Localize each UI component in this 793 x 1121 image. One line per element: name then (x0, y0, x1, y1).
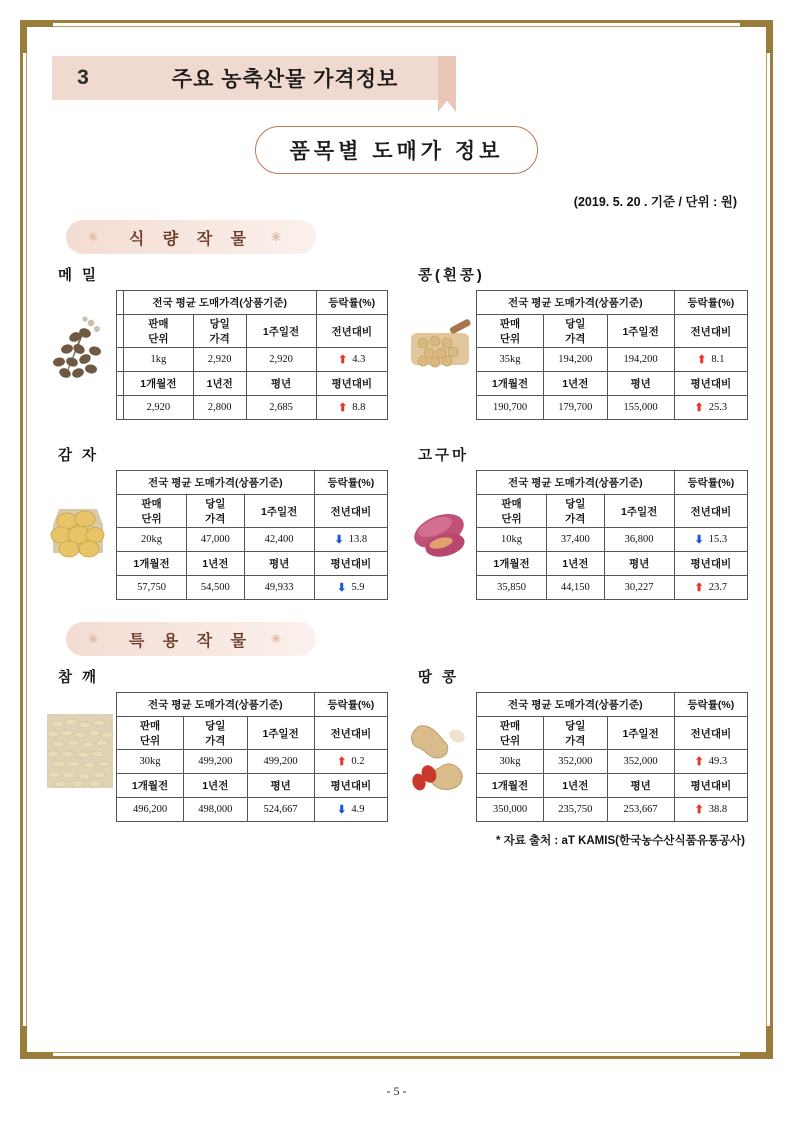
cell-unit: 30kg (117, 750, 184, 774)
arrow-down-icon: ⬇ (337, 582, 347, 594)
col-today: 당일 가격 (184, 717, 248, 750)
col-today: 당일 가격 (547, 495, 605, 528)
cell-year: 2,800 (193, 396, 246, 420)
sweet-potato-icon (404, 470, 476, 588)
col-month: 1개월전 (477, 372, 544, 396)
col-today: 당일 가격 (193, 315, 246, 348)
table-header-wholesale: 전국 평균 도매가격(상품기준) (123, 291, 316, 315)
arrow-up-icon: ⬆ (338, 402, 348, 414)
arrow-up-icon: ⬆ (694, 402, 704, 414)
cell-month: 35,850 (477, 576, 547, 600)
cell-normal: 2,685 (246, 396, 316, 420)
col-yoy: 전년대비 (314, 495, 387, 528)
col-month: 1개월전 (117, 774, 184, 798)
cell-yoy-rate: ⬆ 0.2 (314, 750, 387, 774)
arrow-up-icon: ⬆ (694, 756, 704, 768)
cell-today: 2,920 (193, 348, 246, 372)
table-header-wholesale: 전국 평균 도매가격(상품기준) (477, 471, 675, 495)
cell-normal: 30,227 (604, 576, 674, 600)
col-normal-cmp: 평년대비 (316, 372, 387, 396)
group-label: 특 용 작 물 (128, 632, 254, 650)
col-unit: 판매 단위 (117, 495, 187, 528)
col-year: 1년전 (547, 552, 605, 576)
cell-lastweek: 42,400 (244, 528, 314, 552)
item-row-1 (44, 264, 749, 420)
cell-year: 498,000 (184, 798, 248, 822)
potato-icon (44, 470, 116, 588)
cell-yoy-rate: ⬆ 4.3 (316, 348, 387, 372)
col-yoy: 전년대비 (316, 315, 387, 348)
item-peanut (404, 666, 749, 822)
price-table (476, 692, 748, 822)
col-yoy: 전년대비 (314, 717, 387, 750)
item-name: 땅 콩 (418, 670, 460, 686)
price-table (116, 470, 388, 600)
arrow-down-icon: ⬇ (337, 804, 347, 816)
table-header-wholesale: 전국 평균 도매가격(상품기준) (117, 693, 315, 717)
cell-month: 190,700 (477, 396, 544, 420)
col-lastweek: 1주일전 (607, 717, 674, 750)
sparkle-icon-right: ✳ (270, 632, 288, 646)
arrow-up-icon: ⬆ (694, 582, 704, 594)
table-header-rate: 등락률(%) (316, 291, 387, 315)
section-number: 3 (52, 56, 114, 100)
item-buckwheat (44, 264, 389, 420)
price-table (116, 692, 388, 822)
col-normal: 평년 (244, 552, 314, 576)
cell-month: 496,200 (117, 798, 184, 822)
cell-unit: 20kg (117, 528, 187, 552)
peanut-icon (404, 692, 476, 810)
table-header-wholesale: 전국 평균 도매가격(상품기준) (117, 471, 315, 495)
arrow-up-icon: ⬆ (697, 354, 707, 366)
col-normal-cmp: 평년대비 (314, 774, 387, 798)
item-name: 메 밀 (58, 268, 100, 284)
col-normal: 평년 (607, 372, 674, 396)
col-today: 당일 가격 (187, 495, 245, 528)
item-row-2 (44, 444, 749, 600)
cell-unit: 1kg (123, 348, 193, 372)
cell-normal-rate: ⬆ 23.7 (674, 576, 747, 600)
cell-normal-rate: ⬇ 4.9 (314, 798, 387, 822)
page-content (44, 44, 749, 1044)
col-unit: 판매 단위 (477, 717, 544, 750)
cell-unit: 10kg (477, 528, 547, 552)
ribbon-flag-icon (438, 56, 456, 112)
group-pill-food-crops (66, 220, 316, 254)
col-month: 1개월전 (477, 552, 547, 576)
cell-today: 352,000 (544, 750, 608, 774)
sparkle-icon-right: ✳ (270, 230, 288, 244)
col-today: 당일 가격 (544, 315, 608, 348)
col-lastweek: 1주일전 (246, 315, 316, 348)
cell-yoy-rate: ⬆ 49.3 (674, 750, 747, 774)
sparkle-icon-left: ✳ (88, 632, 106, 646)
col-lastweek: 1주일전 (607, 315, 674, 348)
col-normal-cmp: 평년대비 (674, 372, 747, 396)
arrow-down-icon: ⬇ (694, 534, 704, 546)
col-yoy: 전년대비 (674, 717, 747, 750)
subsection-banner: 품목별 도매가 정보 (255, 126, 539, 174)
arrow-up-icon: ⬆ (694, 804, 704, 816)
col-unit: 판매 단위 (477, 495, 547, 528)
table-header-rate: 등락률(%) (674, 471, 747, 495)
cell-normal: 155,000 (607, 396, 674, 420)
buckwheat-icon (44, 290, 116, 408)
cell-year: 179,700 (544, 396, 608, 420)
item-soybean (404, 264, 749, 420)
col-yoy: 전년대비 (674, 315, 747, 348)
item-name: 콩(흰콩) (418, 268, 485, 284)
cell-normal-rate: ⬇ 5.9 (314, 576, 387, 600)
cell-unit: 35kg (477, 348, 544, 372)
col-year: 1년전 (187, 552, 245, 576)
item-potato (44, 444, 389, 600)
col-normal: 평년 (607, 774, 674, 798)
col-unit: 판매 단위 (477, 315, 544, 348)
cell-normal: 253,667 (607, 798, 674, 822)
table-header-wholesale: 전국 평균 도매가격(상품기준) (477, 693, 675, 717)
cell-year: 54,500 (187, 576, 245, 600)
cell-lastweek: 194,200 (607, 348, 674, 372)
section-header (52, 56, 456, 100)
col-year: 1년전 (544, 774, 608, 798)
cell-normal: 49,933 (244, 576, 314, 600)
table-header-rate: 등락률(%) (674, 693, 747, 717)
sesame-icon (44, 692, 116, 810)
price-table (476, 470, 748, 600)
page-title: 주요 농축산물 가격정보 (114, 56, 456, 100)
col-year: 1년전 (544, 372, 608, 396)
cell-normal-rate: ⬆ 8.8 (316, 396, 387, 420)
col-yoy: 전년대비 (674, 495, 747, 528)
cell-year: 235,750 (544, 798, 608, 822)
price-table (476, 290, 748, 420)
group-pill-special-crops (66, 622, 316, 656)
cell-yoy-rate: ⬇ 13.8 (314, 528, 387, 552)
price-table (116, 290, 388, 420)
col-normal: 평년 (246, 372, 316, 396)
item-row-3 (44, 666, 749, 822)
table-header-wholesale: 전국 평균 도매가격(상품기준) (477, 291, 675, 315)
cell-normal-rate: ⬆ 38.8 (674, 798, 747, 822)
item-name: 참 깨 (58, 670, 100, 686)
col-month: 1개월전 (477, 774, 544, 798)
col-unit: 판매 단위 (117, 717, 184, 750)
banner-wrap (44, 126, 749, 174)
group-label: 식 량 작 물 (128, 230, 254, 248)
cell-month: 350,000 (477, 798, 544, 822)
col-month: 1개월전 (123, 372, 193, 396)
col-lastweek: 1주일전 (244, 495, 314, 528)
col-normal-cmp: 평년대비 (674, 774, 747, 798)
soybean-icon (404, 290, 476, 408)
col-year: 1년전 (193, 372, 246, 396)
item-name: 고구마 (418, 448, 470, 464)
cell-normal-rate: ⬆ 25.3 (674, 396, 747, 420)
page-number: - 5 - (386, 1084, 407, 1098)
col-normal-cmp: 평년대비 (674, 552, 747, 576)
cell-lastweek: 36,800 (604, 528, 674, 552)
table-header-rate: 등락률(%) (314, 693, 387, 717)
item-sesame (44, 666, 389, 822)
cell-lastweek: 352,000 (607, 750, 674, 774)
cell-yoy-rate: ⬆ 8.1 (674, 348, 747, 372)
arrow-up-icon: ⬆ (337, 756, 347, 768)
col-lastweek: 1주일전 (604, 495, 674, 528)
col-normal: 평년 (247, 774, 314, 798)
cell-lastweek: 499,200 (247, 750, 314, 774)
cell-yoy-rate: ⬇ 15.3 (674, 528, 747, 552)
col-lastweek: 1주일전 (247, 717, 314, 750)
table-header-rate: 등락률(%) (674, 291, 747, 315)
col-year: 1년전 (184, 774, 248, 798)
arrow-down-icon: ⬇ (334, 534, 344, 546)
cell-today: 37,400 (547, 528, 605, 552)
col-normal-cmp: 평년대비 (314, 552, 387, 576)
cell-month: 57,750 (117, 576, 187, 600)
table-header-rate: 등락률(%) (314, 471, 387, 495)
arrow-up-icon: ⬆ (338, 354, 348, 366)
source-note: * 자료 출처 : aT KAMIS(한국농수산식품유통공사) (495, 835, 745, 847)
item-name: 감 자 (58, 448, 100, 464)
sparkle-icon-left: ✳ (88, 230, 106, 244)
col-unit: 판매 단위 (123, 315, 193, 348)
cell-normal: 524,667 (247, 798, 314, 822)
cell-today: 499,200 (184, 750, 248, 774)
col-today: 당일 가격 (544, 717, 608, 750)
cell-month: 2,920 (123, 396, 193, 420)
cell-unit: 30kg (477, 750, 544, 774)
cell-lastweek: 2,920 (246, 348, 316, 372)
item-sweet-potato (404, 444, 749, 600)
cell-year: 44,150 (547, 576, 605, 600)
col-normal: 평년 (604, 552, 674, 576)
cell-today: 194,200 (544, 348, 608, 372)
basis-date-note: (2019. 5. 20 . 기준 / 단위 : 원) (573, 195, 737, 209)
col-month: 1개월전 (117, 552, 187, 576)
cell-today: 47,000 (187, 528, 245, 552)
